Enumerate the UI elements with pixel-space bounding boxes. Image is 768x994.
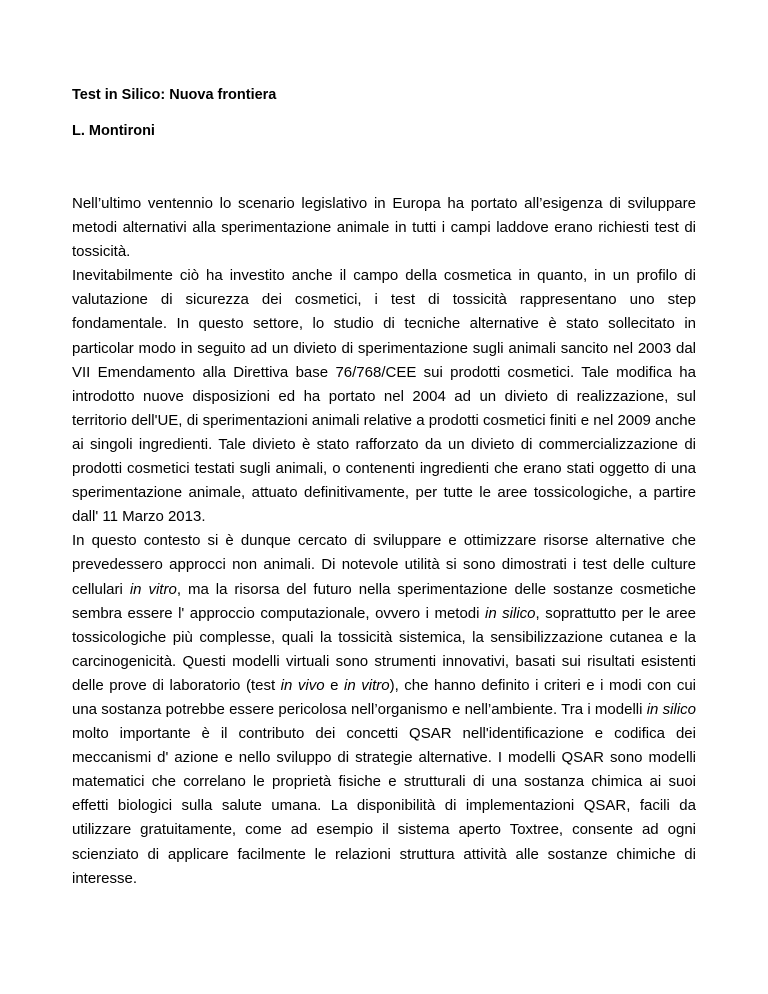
text-run: Nell’ultimo ventennio lo scenario legislativo in Europa ha portato all’esigenza di sviluppare metodi alternativi alla sperimentazione animale in tutti i campi laddove erano richiesti test di tossicità.	[72, 195, 696, 261]
text-run: e	[324, 676, 345, 694]
text-run: , ma la risorsa del futuro nella sperimentazione delle sostanze cosmetiche sembra essere l' approccio computazionale, ovvero i metodi	[72, 580, 696, 622]
body-paragraph	[72, 529, 696, 890]
document-body	[72, 192, 696, 891]
text-run: molto importante è il contributo dei concetti QSAR nell'identificazione e codifica dei meccanismi d' azione e nello sviluppo di strategie alternative. I modelli QSAR sono modelli matematici che correlano le proprietà fisiche e strutturali di una sostanza chimica ai suoi effetti biologici sulla salute umana. La disponibilità di implementazioni QSAR, facili da utilizzare gratuitamente, come ad esempio il sistema aperto Toxtree, consente ad ogni scienziato di applicare facilmente le relazioni struttura attività alle sostanze chimiche di interesse.	[72, 725, 696, 887]
body-paragraph	[72, 264, 696, 529]
text-run: ), che hanno definito i criteri e i modi con cui una sostanza potrebbe essere pericolosa nell’organismo e nell’ambiente. Tra i modelli	[72, 676, 696, 718]
text-run: Inevitabilmente ciò ha investito anche il campo della cosmetica in quanto, in un profilo di valutazione di sicurezza dei cosmetici, i test di tossicità rappresentano uno step fondamentale. In questo settore, lo studio di tecniche alternative è stato sollecitato in particolar modo in seguito ad un divieto di sperimentazione sugli animali sancito nel 2003 dal VII Emendamento alla Direttiva base 76/768/CEE sui prodotti cosmetici. Tale modifica ha introdotto nuove disposizioni ed ha portato nel 2004 ad un divieto di realizzazione, sul territorio dell'UE, di sperimentazioni animali relative a prodotti cosmetici finiti e nel 2009 anche ai singoli ingredienti. Tale divieto è stato rafforzato da un divieto di commercializzazione di prodotti cosmetici testati sugli animali, o contenenti ingredienti che erano stati oggetto di una sperimentazione animale, attuato definitivamente, per tutte le aree tossicologiche, a partire dall' 11 Marzo 2013.	[72, 267, 696, 526]
italic-run: in vivo	[280, 676, 325, 694]
text-run: , soprattutto per le aree tossicologiche più complesse, quali la tossicità sistemica, la sensibilizzazione cutanea e la carcinogenicità. Questi modelli virtuali sono strumenti innovativi, basati sui risultati esistenti delle prove di laboratorio (test	[72, 604, 696, 694]
document-title: Test in Silico: Nuova frontiera	[72, 87, 277, 103]
document-page	[72, 84, 696, 891]
italic-run: in silico	[646, 700, 696, 718]
body-paragraph	[72, 192, 696, 264]
italic-run: in silico	[484, 604, 536, 622]
italic-run: in vitro	[344, 676, 390, 694]
document-author: L. Montironi	[72, 123, 155, 139]
text-run: In questo contesto si è dunque cercato di sviluppare e ottimizzare risorse alternative che prevedessero approcci non animali. Di notevole utilità si sono dimostrati i test delle culture cellulari	[72, 532, 696, 598]
italic-run: in vitro	[129, 580, 177, 598]
